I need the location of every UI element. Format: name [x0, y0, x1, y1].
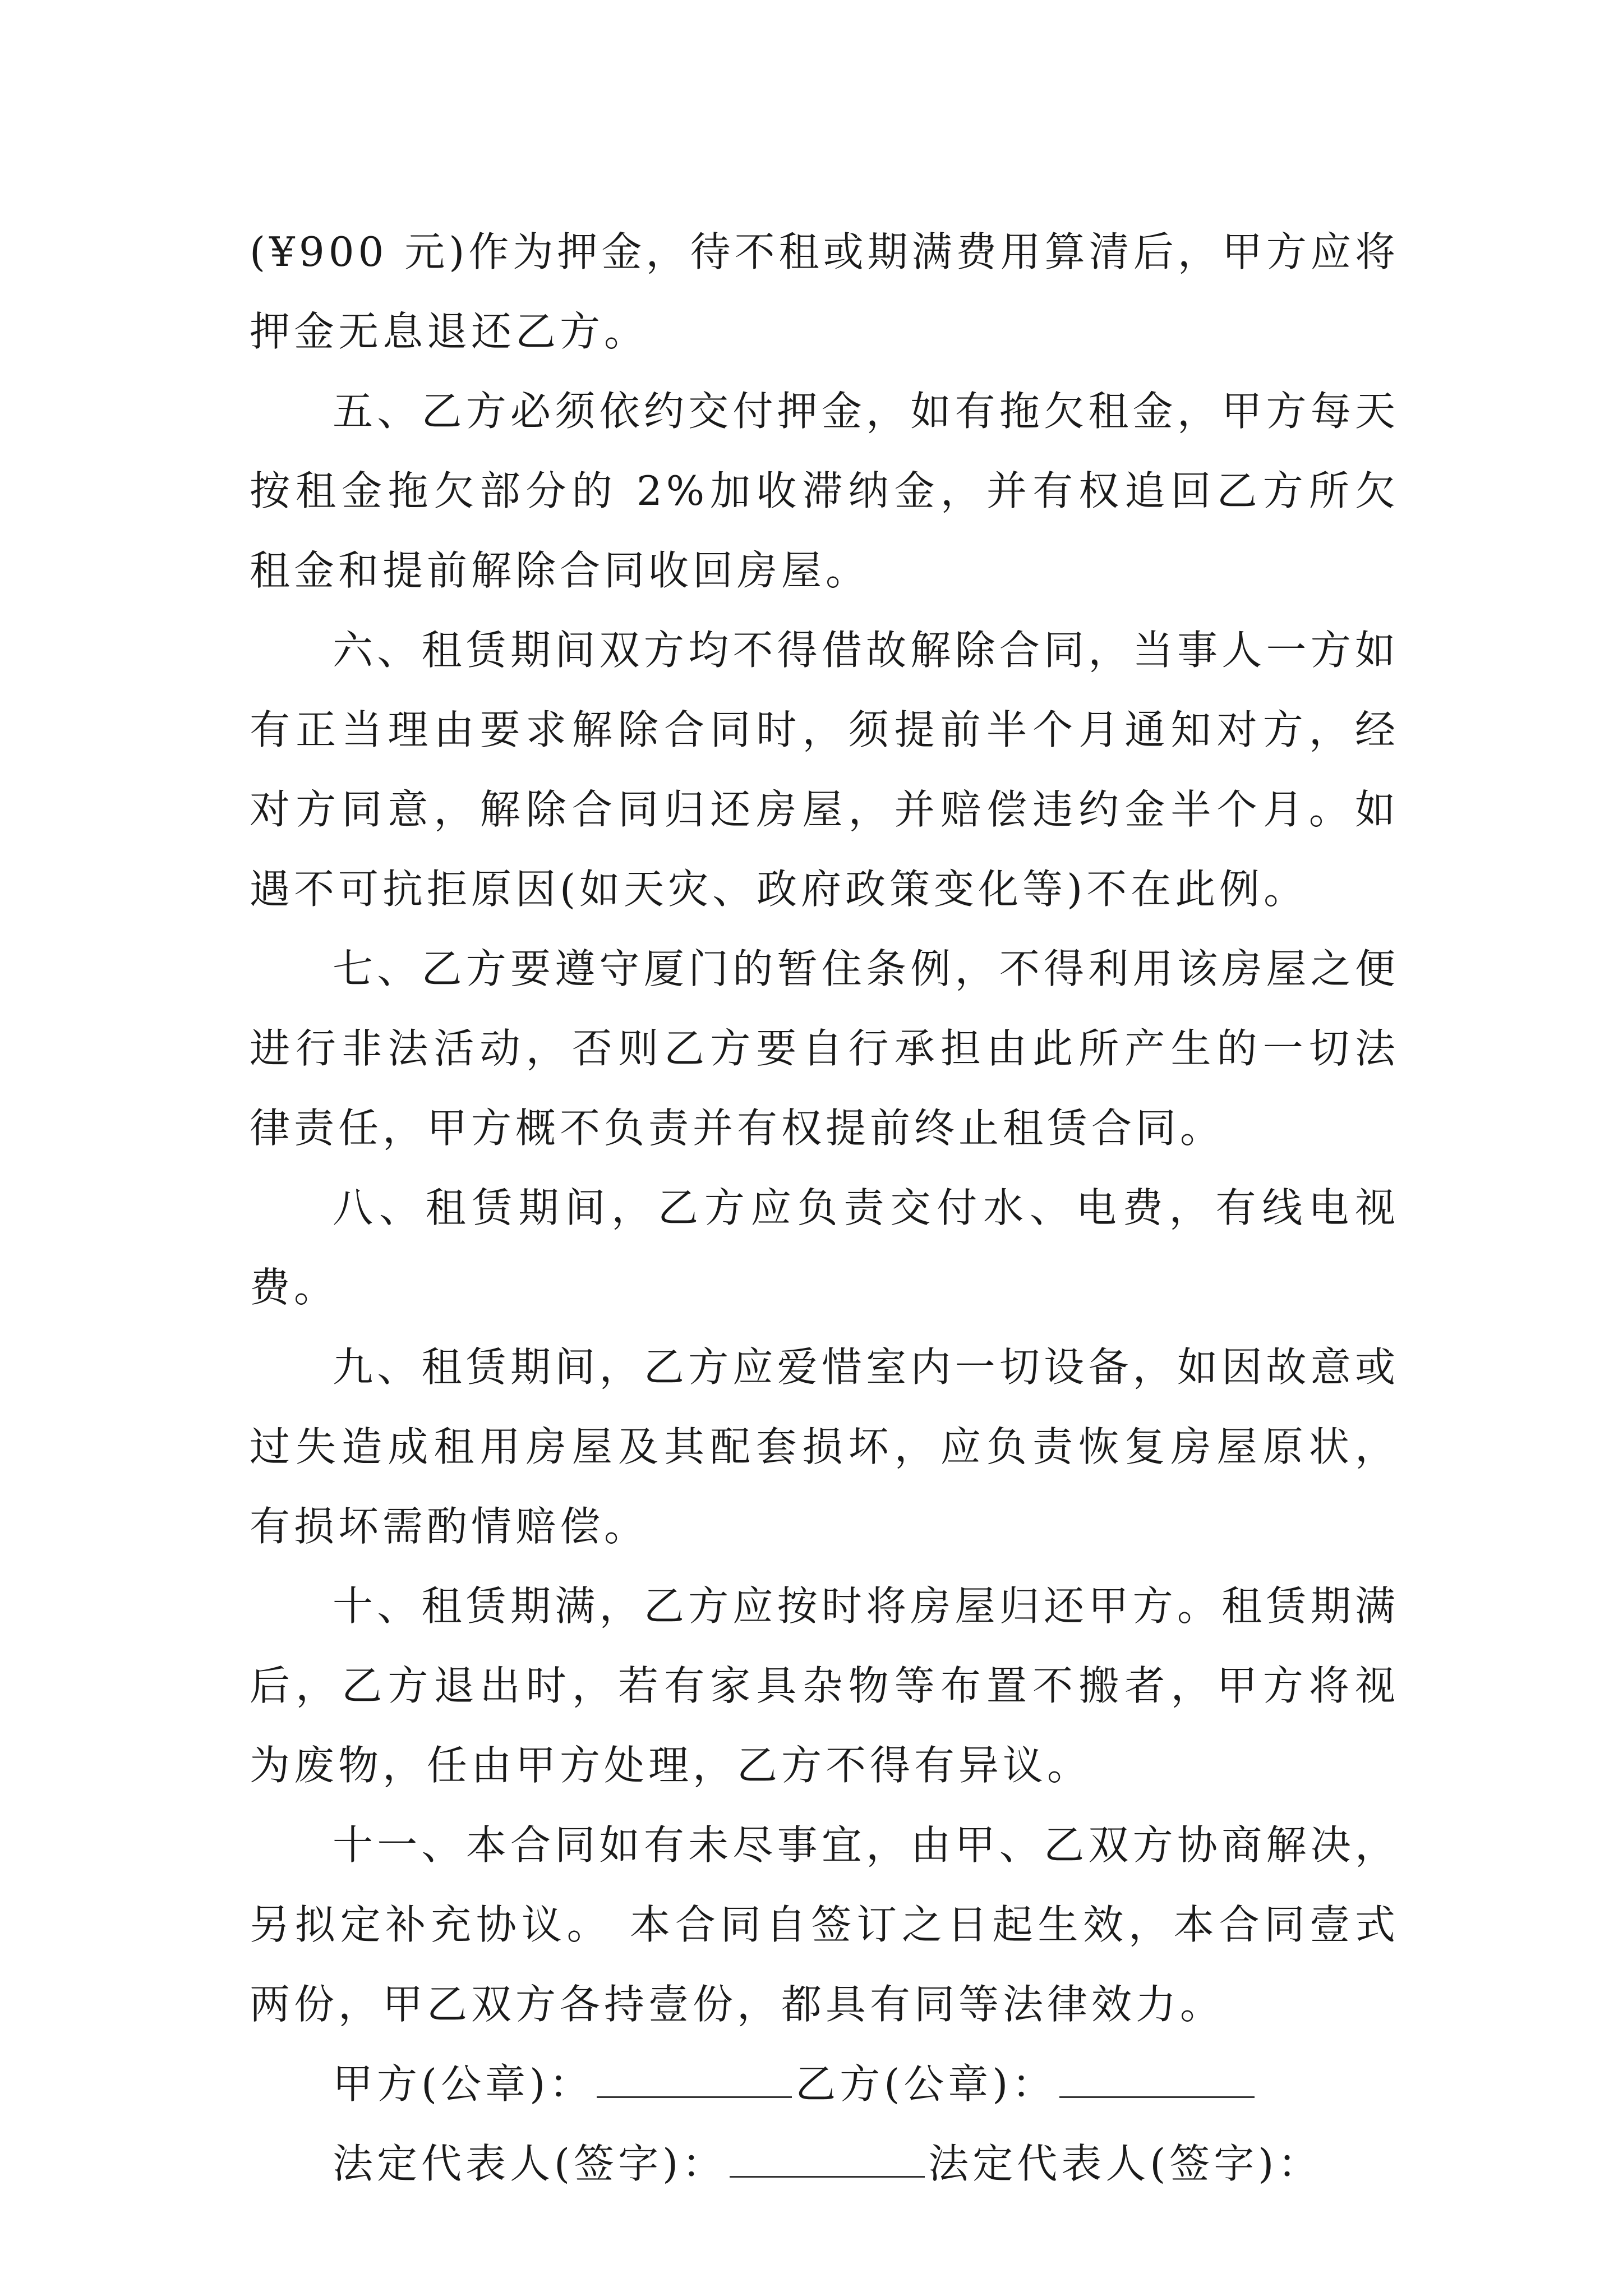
document-page [250, 212, 1399, 2203]
paragraph-clause-11: 十一、本合同如有未尽事宜，由甲、乙双方协商解决，另拟定补充协议。 本合同自签订之日起生效，本合同壹式两份，甲乙双方各持壹份，都具有同等法律效力。 [250, 1821, 1399, 2028]
seal-signature-row [250, 2044, 1399, 2124]
paragraph-clause-8: 八、租赁期间，乙方应负责交付水、电费，有线电视费。 [250, 1184, 1399, 1311]
paragraph-clause-7: 七、乙方要遵守厦门的暂住条例，不得利用该房屋之便进行非法活动，否则乙方要自行承担由此所产生的一切法律责任，甲方概不负责并有权提前终止租赁合同。 [250, 945, 1399, 1152]
party-a-legal-rep-label: 法定代表人(签字)： [333, 2140, 727, 2187]
paragraph-clause-5: 五、乙方必须依约交付押金，如有拖欠租金，甲方每天按租金拖欠部分的 2%加收滞纳金，并有权追回乙方所欠租金和提前解除合同收回房屋。 [250, 388, 1399, 594]
paragraph-clause-10: 十、租赁期满，乙方应按时将房屋归还甲方。租赁期满后，乙方退出时，若有家具杂物等布置不搬者，甲方将视为废物，任由甲方处理，乙方不得有异议。 [250, 1582, 1399, 1789]
party-b-seal-blank [1059, 2063, 1255, 2098]
party-a-seal-blank [597, 2063, 792, 2098]
paragraph-clause-9: 九、租赁期间，乙方应爱惜室内一切设备，如因故意或过失造成租用房屋及其配套损坏，应负责恢复房屋原状，有损坏需酌情赔偿。 [250, 1343, 1399, 1550]
party-b-legal-rep-label: 法定代表人(签字)： [928, 2140, 1322, 2187]
legal-rep-signature-row [250, 2124, 1399, 2203]
paragraph-deposit-continued: (¥900 元)作为押金，待不租或期满费用算清后，甲方应将押金无息退还乙方。 [250, 228, 1399, 355]
paragraph-clause-6: 六、租赁期间双方均不得借故解除合同，当事人一方如有正当理由要求解除合同时，须提前半个月通知对方，经对方同意，解除合同归还房屋，并赔偿违约金半个月。如遇不可抗拒原因(如天灾、政府政策变化等)不在此例。 [250, 627, 1399, 913]
party-a-seal-label: 甲方(公章)： [333, 2060, 594, 2108]
party-a-legal-rep-blank [730, 2142, 925, 2178]
party-b-seal-label: 乙方(公章)： [795, 2060, 1057, 2108]
